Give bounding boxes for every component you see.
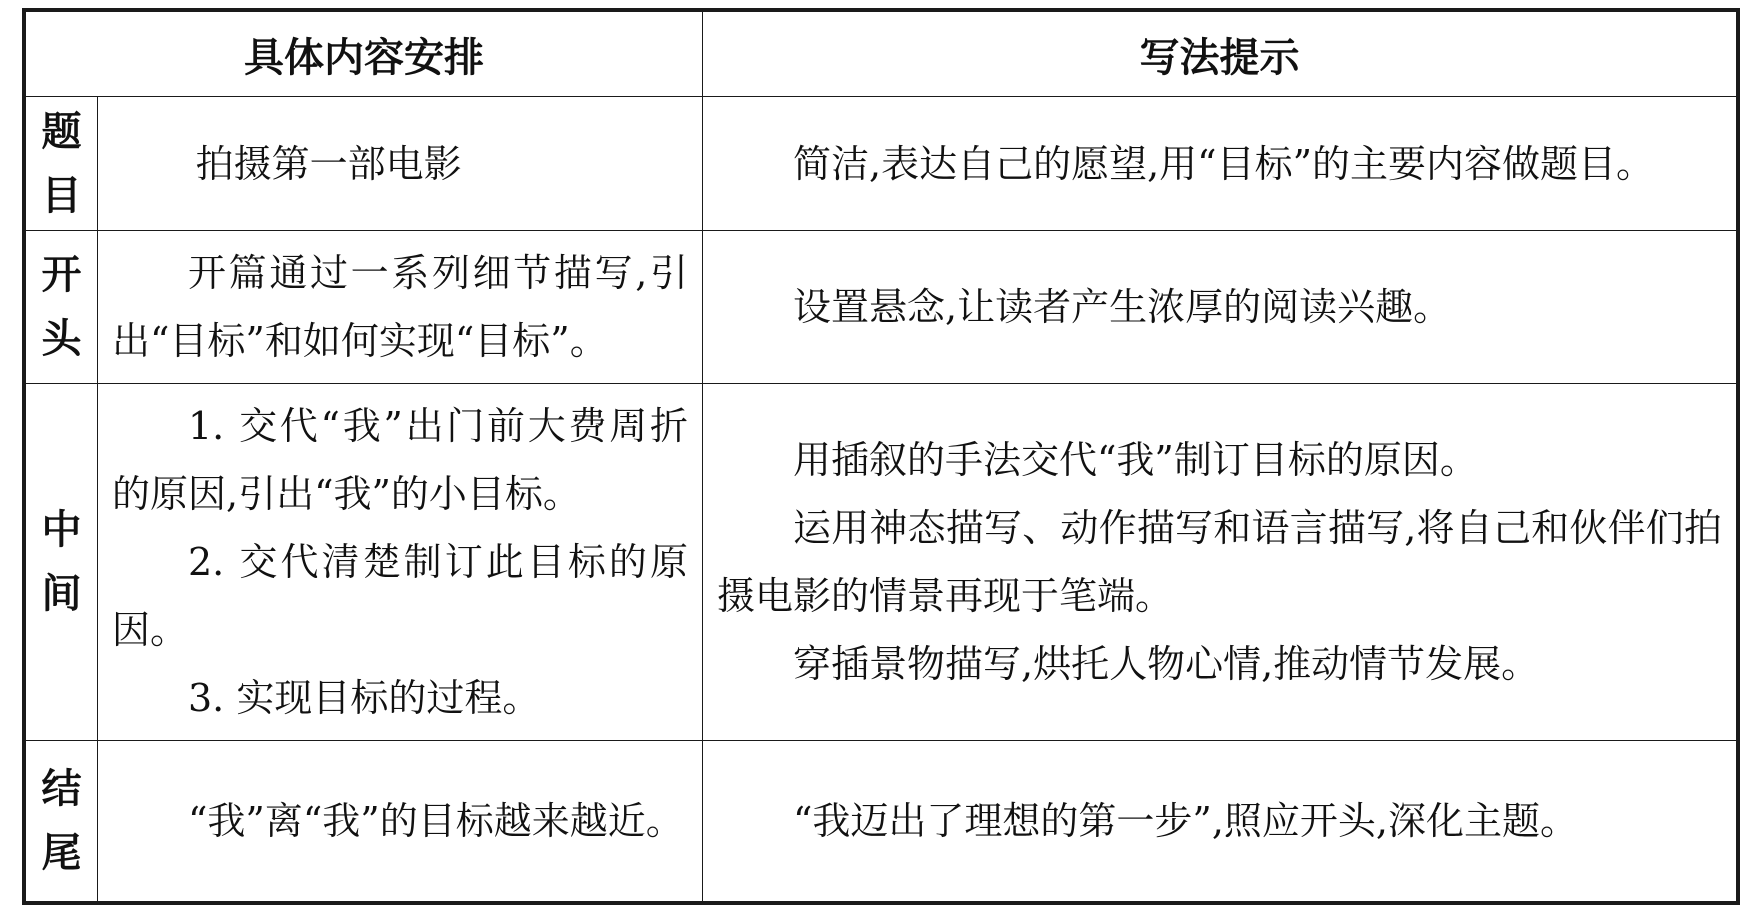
writing-outline-table (25, 11, 1737, 902)
content-cell (98, 741, 703, 902)
content-text: 1. 交代“我”出门前大费周折的原因,引出“我”的小目标。 (112, 404, 688, 516)
outline-table-frame (22, 8, 1740, 905)
header-content-arrangement: 具体内容安排 (26, 12, 703, 97)
label-char: 结 (41, 766, 82, 812)
tips-cell (703, 384, 1737, 741)
row-label-middle (26, 384, 98, 741)
content-text: 开篇通过一系列细节描写,引出“目标”和如何实现“目标”。 (112, 251, 688, 363)
tips-text: “我迈出了理想的第一步”,照应开头,深化主题。 (793, 799, 1579, 843)
content-cell (98, 231, 703, 384)
tips-cell (703, 231, 1737, 384)
table-row (26, 97, 1737, 231)
tips-cell (703, 741, 1737, 902)
header-writing-tips: 写法提示 (703, 12, 1737, 97)
content-cell (98, 384, 703, 741)
tips-cell (703, 97, 1737, 231)
table-row (26, 231, 1737, 384)
table-row (26, 384, 1737, 741)
row-label-opening (26, 231, 98, 384)
tips-text: 用插叙的手法交代“我”制订目标的原因。 (793, 438, 1478, 482)
content-text: 3. 实现目标的过程。 (188, 676, 541, 720)
content-text: 拍摄第一部电影 (195, 141, 462, 186)
table-row (26, 741, 1737, 902)
row-label-ending (26, 741, 98, 902)
label-char: 中 (41, 507, 82, 553)
tips-text: 穿插景物描写,烘托人物心情,推动情节发展。 (793, 642, 1540, 686)
tips-text: 设置悬念,让读者产生浓厚的阅读兴趣。 (793, 285, 1452, 329)
label-char: 开 (41, 252, 82, 298)
label-char: 目 (41, 172, 82, 219)
content-text: “我”离“我”的目标越来越近。 (188, 799, 684, 843)
label-char: 间 (41, 571, 82, 617)
tips-text: 运用神态描写、动作描写和语言描写,将自己和伙伴们拍摄电影的情景再现于笔端。 (717, 506, 1722, 618)
label-char: 尾 (41, 830, 82, 876)
content-cell (98, 97, 703, 231)
content-text: 2. 交代清楚制订此目标的原因。 (112, 540, 688, 652)
header-row (26, 12, 1737, 97)
row-label-title (26, 97, 98, 231)
tips-text: 简洁,表达自己的愿望,用“目标”的主要内容做题目。 (793, 141, 1655, 186)
label-char: 头 (41, 316, 82, 362)
label-char: 题 (41, 108, 82, 155)
